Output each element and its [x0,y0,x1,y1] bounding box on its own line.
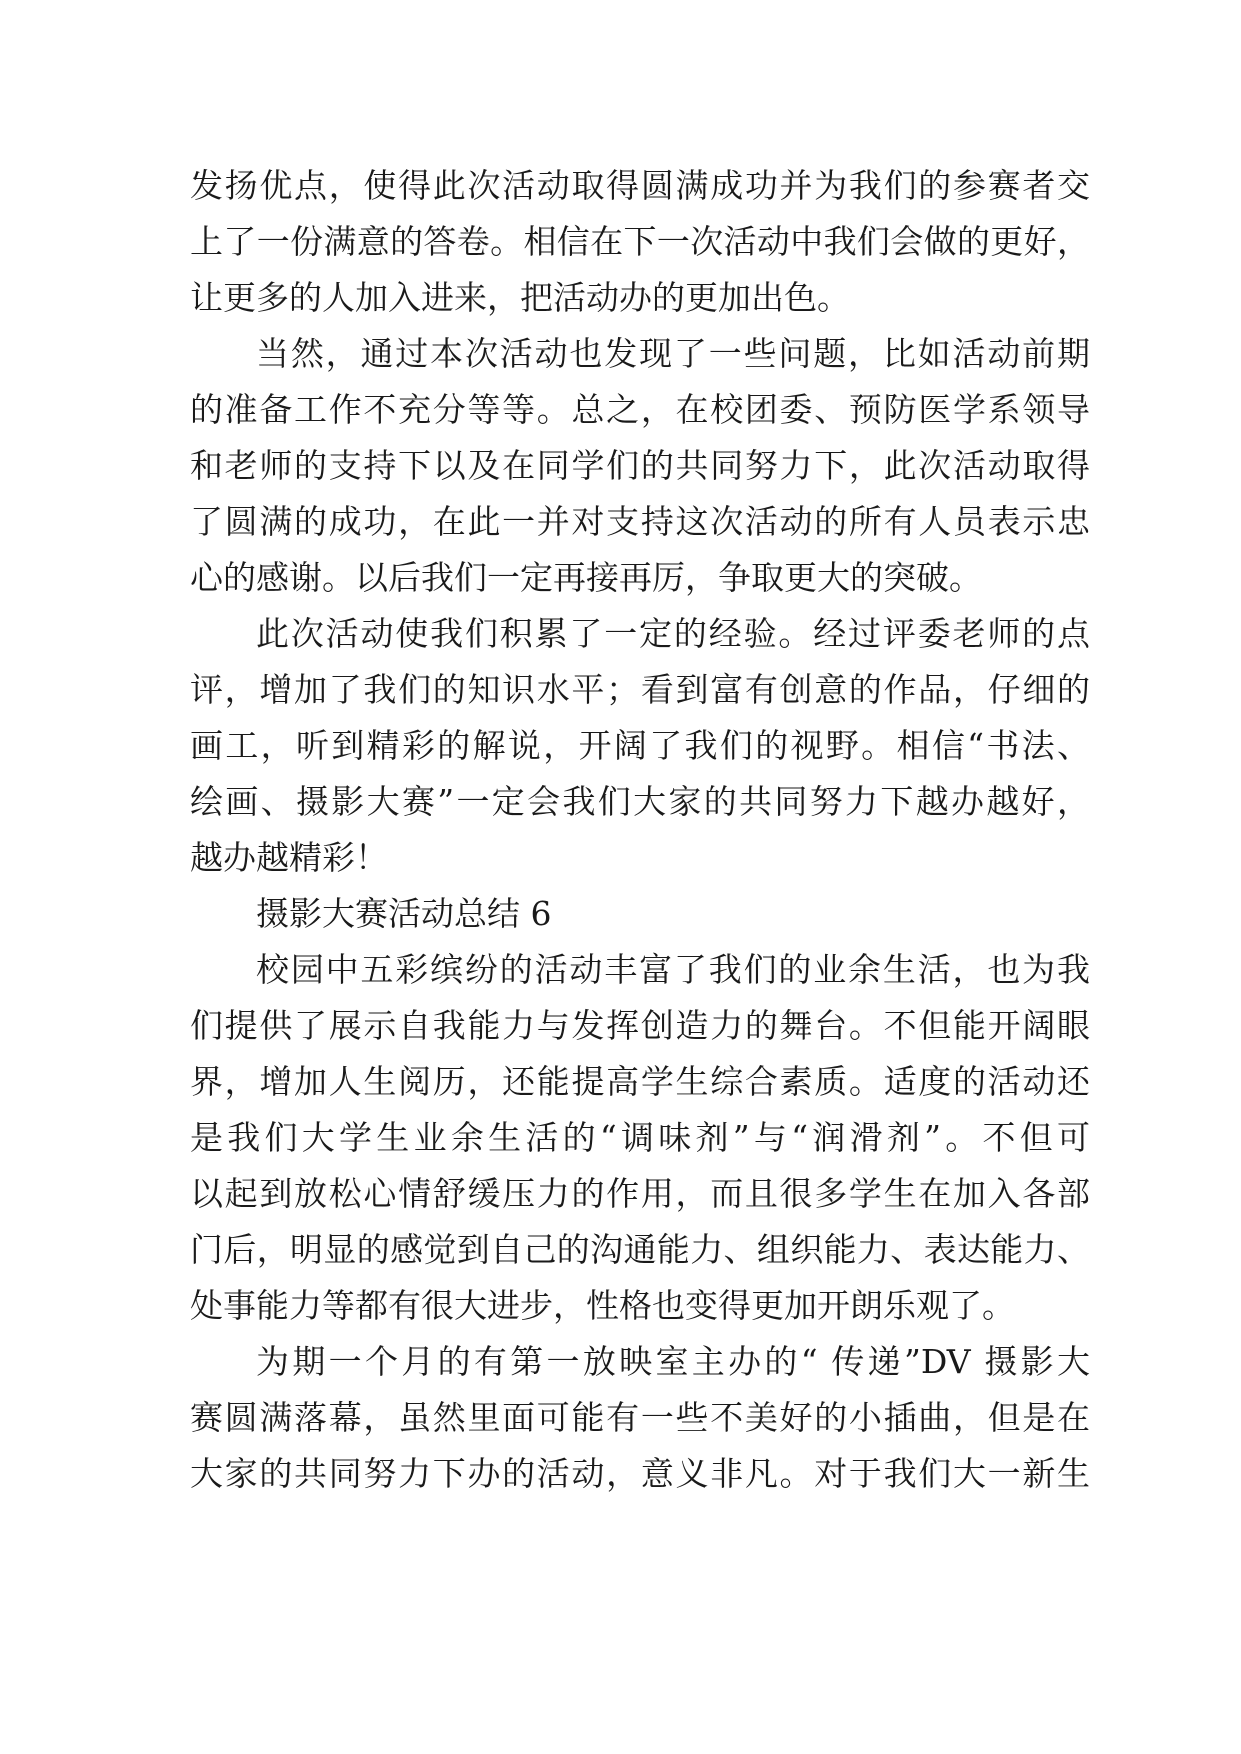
text-line: 上了一份满意的答卷。相信在下一次活动中我们会做的更好， [190,222,1090,261]
text-line: 了圆满的成功，在此一并对支持这次活动的所有人员表示忠 [190,502,1090,541]
text-line: 赛圆满落幕，虽然里面可能有一些不美好的小插曲，但是在 [190,1398,1090,1437]
text-line: 越办越精彩！ [190,838,388,877]
text-line: 评，增加了我们的知识水平；看到富有创意的作品，仔细的 [190,670,1090,709]
text-line: 绘画、摄影大赛”一定会我们大家的共同努力下越办越好， [190,782,1090,821]
document-body [190,158,1090,1502]
text-line: 界，增加人生阅历，还能提高学生综合素质。适度的活动还 [190,1062,1090,1101]
text-line: 门后，明显的感觉到自己的沟通能力、组织能力、表达能力、 [190,1230,1090,1269]
text-line: 和老师的支持下以及在同学们的共同努力下，此次活动取得 [190,446,1090,485]
text-line: 以起到放松心情舒缓压力的作用，而且很多学生在加入各部 [190,1174,1090,1213]
text-line: 当然，通过本次活动也发现了一些问题，比如活动前期 [256,334,1090,373]
text-line: 心的感谢。以后我们一定再接再厉，争取更大的突破。 [190,558,982,597]
text-line: 大家的共同努力下办的活动，意义非凡。对于我们大一新生 [190,1454,1090,1493]
text-line: 让更多的人加入进来，把活动办的更加出色。 [190,278,850,317]
text-line: 是我们大学生业余生活的“调味剂”与“润滑剂”。不但可 [190,1118,1090,1157]
text-line: 此次活动使我们积累了一定的经验。经过评委老师的点 [256,614,1090,653]
text-line: 们提供了展示自我能力与发挥创造力的舞台。不但能开阔眼 [190,1006,1090,1045]
text-line: 校园中五彩缤纷的活动丰富了我们的业余生活，也为我 [256,950,1090,989]
text-line: 处事能力等都有很大进步，性格也变得更加开朗乐观了。 [190,1286,1015,1325]
text-line: 的准备工作不充分等等。总之，在校团委、预防医学系领导 [190,390,1090,429]
text-line: 为期一个月的有第一放映室主办的“ 传递”DV 摄影大 [256,1342,1090,1381]
text-line: 发扬优点，使得此次活动取得圆满成功并为我们的参赛者交 [190,166,1090,205]
text-line: 画工，听到精彩的解说，开阔了我们的视野。相信“书法、 [190,726,1090,765]
section-heading: 摄影大赛活动总结 6 [256,894,552,933]
